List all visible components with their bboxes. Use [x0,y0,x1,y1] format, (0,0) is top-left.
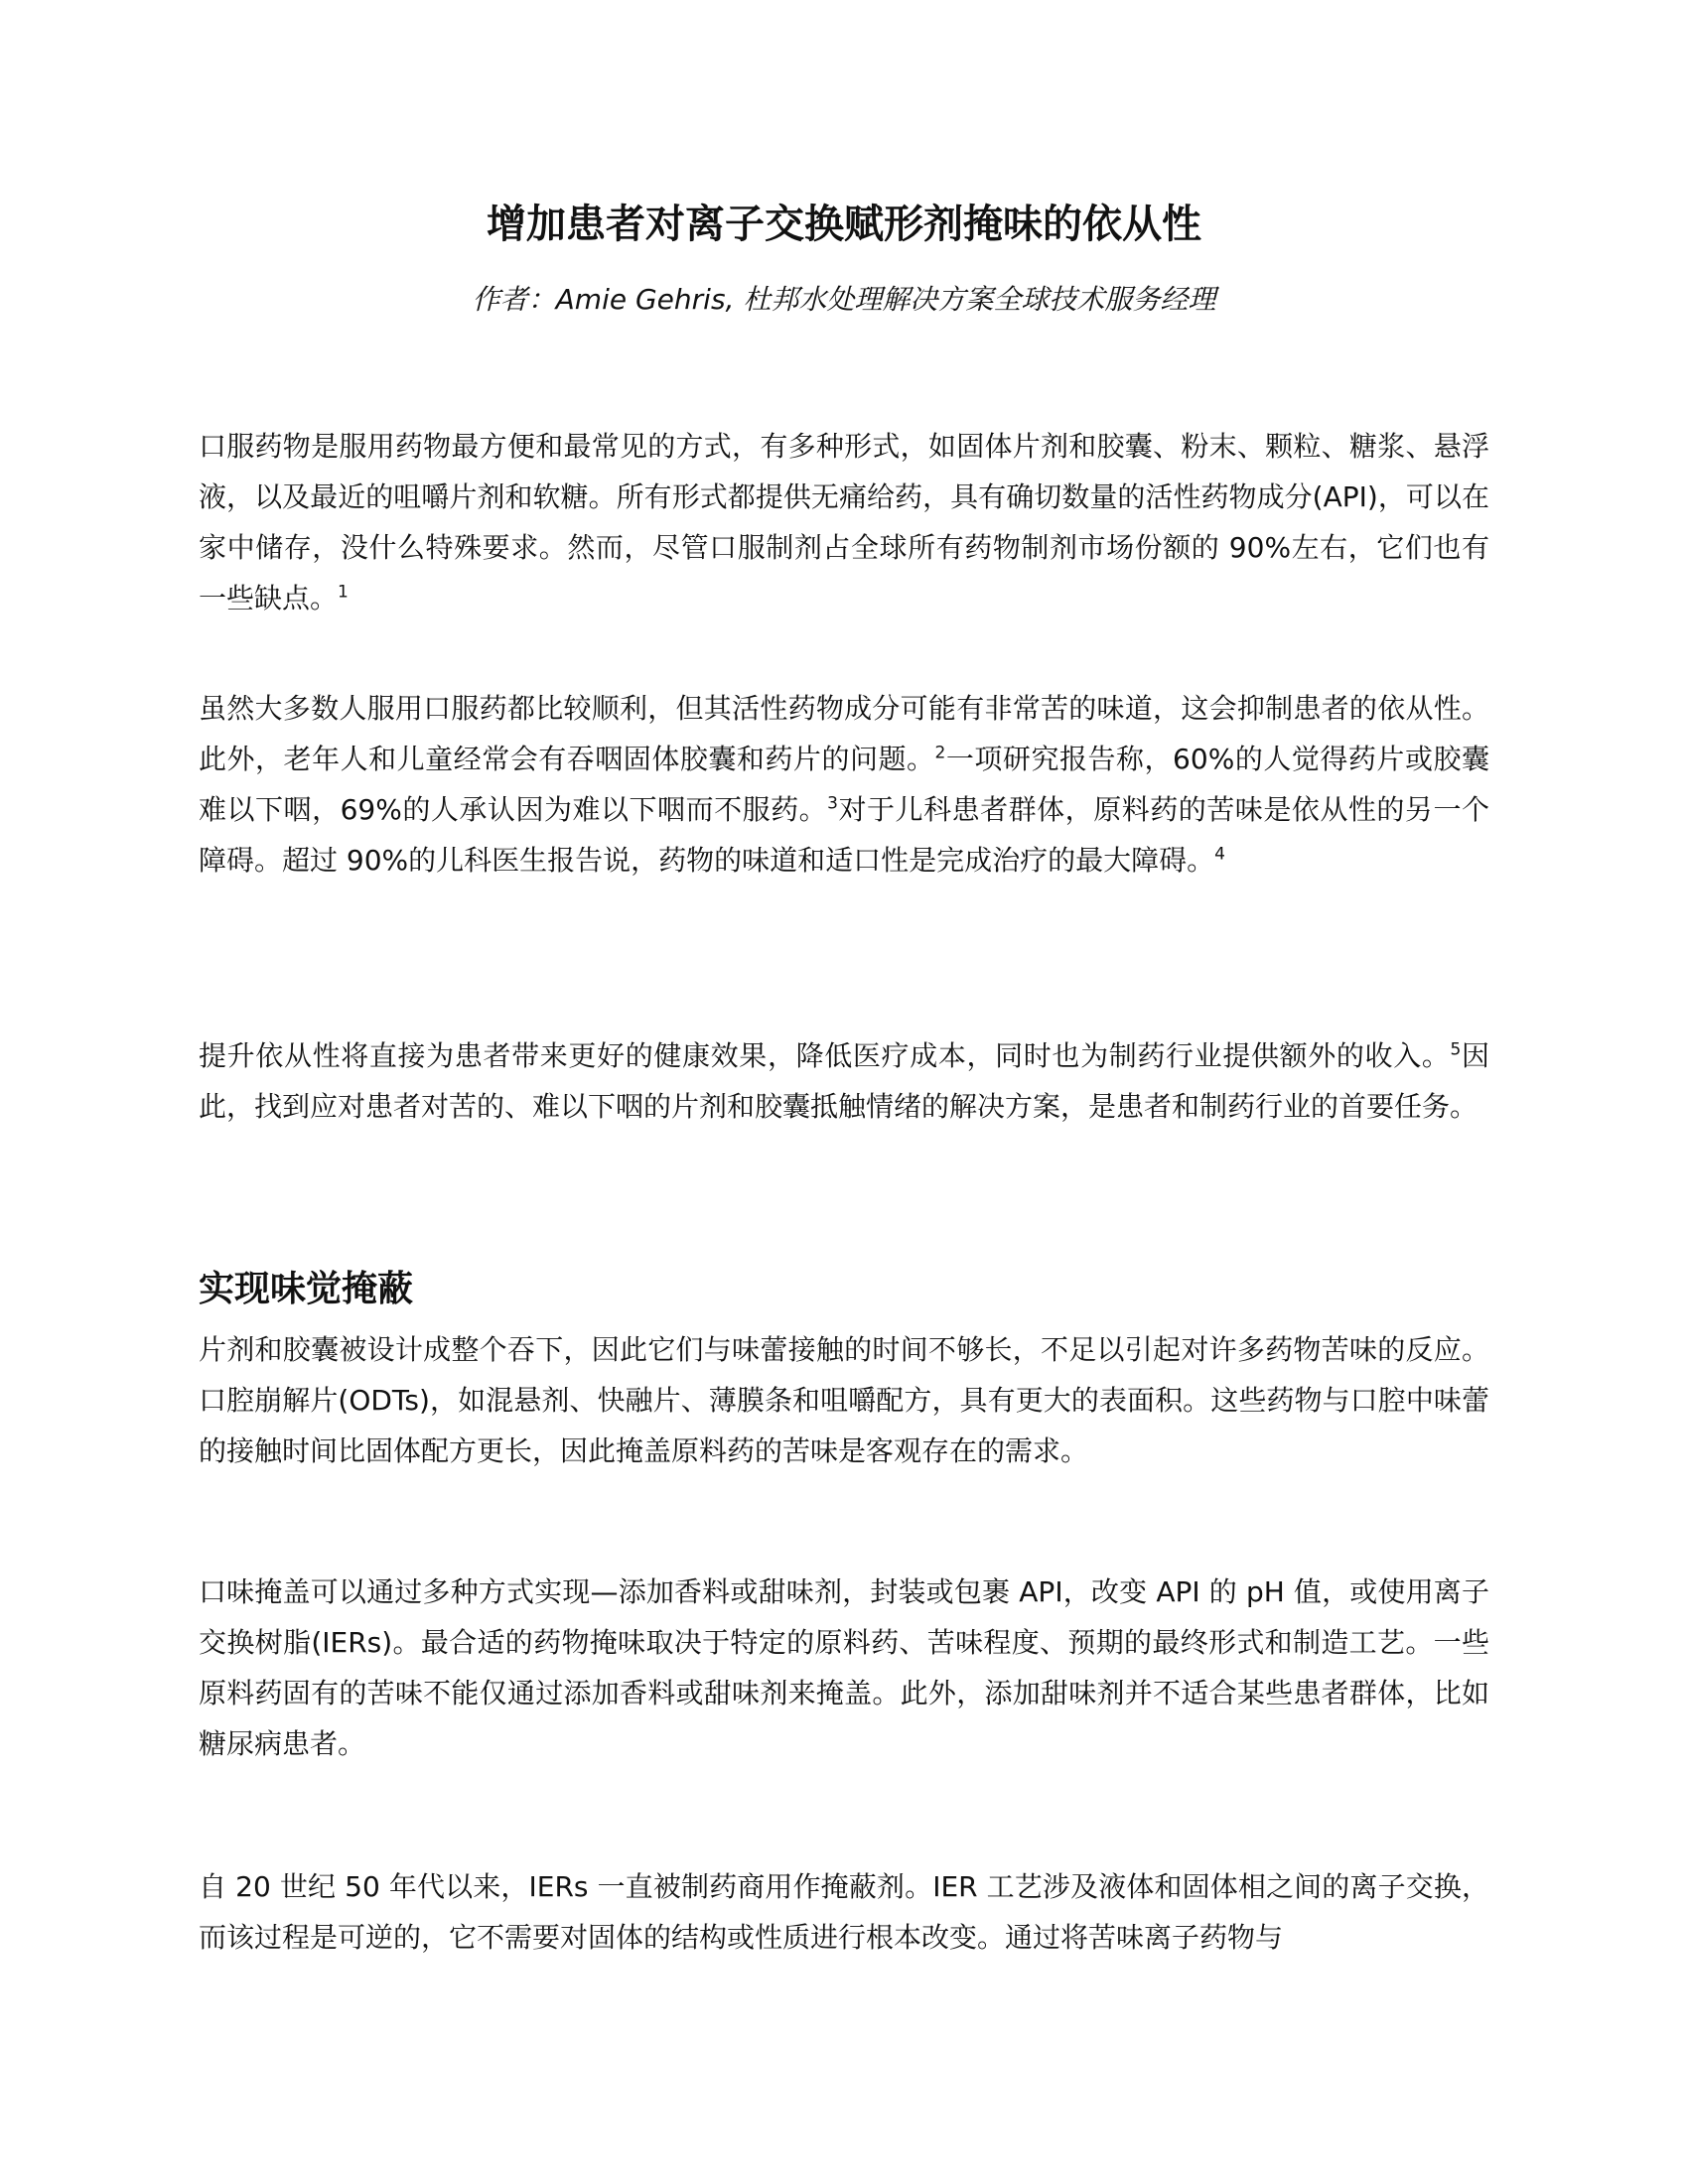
paragraph-taste-masking-methods [199,1567,1489,1769]
paragraph-ier-history [199,1861,1489,1963]
paragraph-text: 片剂和胶囊被设计成整个吞下，因此它们与味蕾接触的时间不够长，不足以引起对许多药物苦味的反应。口腔崩解片(ODTs)，如混悬剂、快融片、薄膜条和咀嚼配方，具有更大的表面积。这些药物与口腔中味蕾的接触时间比固体配方更长，因此掩盖原料药的苦味是客观存在的需求。 [199,1333,1489,1467]
paragraph-text: 提升依从性将直接为患者带来更好的健康效果，降低医疗成本，同时也为制药行业提供额外的收入。 [199,1039,1451,1072]
footnote-ref: 5 [1450,1039,1462,1060]
paragraph-improving-compliance [199,1030,1489,1132]
footnote-ref: 4 [1214,844,1225,865]
paragraph-text: 一项研究报告称，60%的人觉得药片或胶囊难以下咽，69%的人承认因为难以下咽而不服药。 [199,743,1489,826]
paragraph-text: 自 20 世纪 50 年代以来，IERs 一直被制药商用作掩蔽剂。IER 工艺涉及液体和固体相之间的离子交换，而该过程是可逆的，它不需要对固体的结构或性质进行根本改变。通过将苦味离子药物与 [199,1870,1489,1954]
document-title: 增加患者对离子交换赋形剂掩味的依从性 [487,202,1201,247]
section-heading: 实现味觉掩蔽 [199,1269,414,1309]
paragraph-text: 对于儿科患者群体，原料药的苦味是依从性的另一个障碍。超过 90%的儿科医生报告说，药物的味道和适口性是完成治疗的最大障碍。 [199,793,1489,877]
paragraph-text: 虽然大多数人服用口服药都比较顺利，但其活性药物成分可能有非常苦的味道，这会抑制患者的依从性。此外，老年人和儿童经常会有吞咽固体胶囊和药片的问题。 [199,692,1489,775]
paragraph-text: 口味掩盖可以通过多种方式实现—添加香料或甜味剂，封装或包裹 API，改变 API 的 pH 值，或使用离子交换树脂(IERs)。最合适的药物掩味取决于特定的原料药、苦味程度、预期的最终形式和制造工艺。一些原料药固有的苦味不能仅通过添加香料或甜味剂来掩盖。此外，添加甜味剂并不适合某些患者群体，比如糖尿病患者。 [199,1575,1489,1760]
paragraph-compliance-problems [199,683,1489,886]
paragraph-oral-drugs [199,421,1489,623]
footnote-ref: 3 [827,793,838,814]
paragraph-text: 口服药物是服用药物最方便和最常见的方式，有多种形式，如固体片剂和胶囊、粉末、颗粒、糖浆、悬浮液，以及最近的咀嚼片剂和软糖。所有形式都提供无痛给药，具有确切数量的活性药物成分(API)，可以在家中储存，没什么特殊要求。然而，尽管口服制剂占全球所有药物制剂市场份额的 90%左右，它们也有一些缺点。 [199,430,1489,614]
paragraph-tablets-capsules [199,1324,1489,1476]
paragraph-text: 因此，找到应对患者对苦的、难以下咽的片剂和胶囊抵触情绪的解决方案，是患者和制药行业的首要任务。 [199,1039,1489,1123]
author-byline: 作者：Amie Gehris, 杜邦水处理解决方案全球技术服务经理 [472,283,1216,316]
footnote-ref: 2 [934,743,946,763]
footnote-ref: 1 [338,582,349,603]
